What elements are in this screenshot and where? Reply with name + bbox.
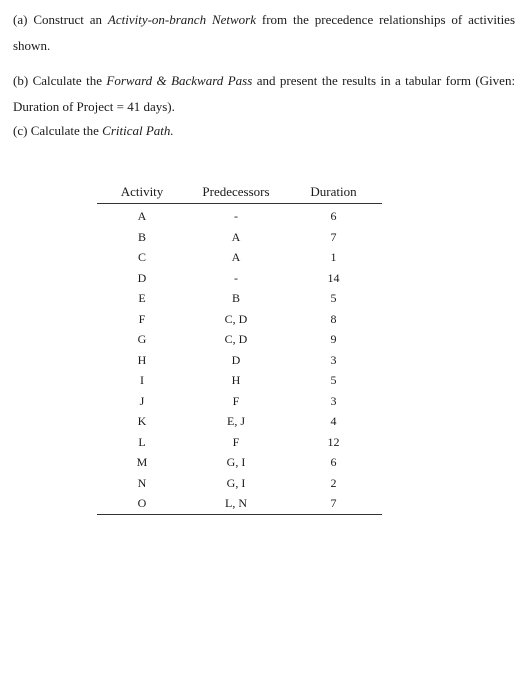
predecessors-cell: A: [231, 229, 241, 244]
predecessors-cell: L, N: [225, 496, 247, 510]
activity-cell: J: [139, 393, 145, 408]
question-emphasis: Activity-on-branch Network: [107, 12, 256, 27]
duration-cell: 6: [330, 209, 337, 223]
activity-cell: A: [137, 209, 147, 223]
activity-cell: H: [137, 352, 147, 367]
question-c: [13, 118, 515, 144]
question-text: Calculate the: [30, 123, 99, 138]
predecessors-cell: F: [232, 393, 240, 408]
predecessors-cell: D: [231, 352, 241, 367]
table-row: [97, 350, 382, 371]
duration-cell: 6: [330, 455, 337, 469]
duration-cell: 3: [330, 352, 337, 367]
question-a: [13, 7, 515, 59]
duration-cell: 7: [330, 496, 337, 510]
activity-cell: F: [138, 311, 146, 326]
duration-cell: 1: [330, 250, 337, 264]
question-emphasis: Forward & Backward Pass: [106, 73, 253, 88]
predecessors-cell: B: [231, 291, 240, 305]
table-row: [97, 247, 382, 268]
question-label: (b): [13, 73, 29, 88]
table-row: [97, 452, 382, 473]
question-label: (c): [13, 123, 28, 138]
question-emphasis: Critical Path.: [102, 123, 174, 138]
table-row: [97, 329, 382, 350]
table-row: [97, 268, 382, 289]
duration-cell: 4: [330, 414, 337, 428]
activity-table: [97, 181, 382, 515]
duration-cell: 8: [330, 311, 337, 326]
question-text: Construct an: [33, 12, 103, 27]
predecessors-cell: E, J: [227, 414, 245, 428]
table-header: [97, 181, 382, 204]
header-row: [97, 181, 382, 204]
duration-cell: 5: [330, 291, 337, 305]
table-row: [97, 391, 382, 412]
activity-cell: B: [137, 229, 146, 244]
table-row: [97, 288, 382, 309]
table-row: [97, 204, 382, 227]
table-row: [97, 473, 382, 494]
predecessors-cell: G, I: [226, 475, 246, 490]
column-header-activity: Activity: [97, 181, 187, 204]
activity-cell: M: [136, 455, 148, 469]
predecessors-cell: H: [231, 373, 241, 387]
predecessors-cell: A: [231, 250, 241, 264]
activity-cell: I: [140, 373, 144, 387]
question-text: and present the results in a tabular form (Given: Duration of Project = 41 days).: [13, 73, 516, 114]
table-row: [97, 432, 382, 453]
table-row: [97, 227, 382, 248]
table-row: [97, 370, 382, 391]
table-row: [97, 411, 382, 432]
duration-cell: 3: [330, 393, 337, 408]
activity-cell: D: [137, 270, 147, 285]
activity-cell: E: [138, 291, 146, 305]
duration-cell: 2: [330, 475, 337, 490]
question-text: from the precedence relationships of activities shown.: [13, 12, 516, 53]
question-text: Calculate the: [32, 73, 102, 88]
duration-cell: 7: [330, 229, 337, 244]
activity-cell: N: [137, 475, 147, 490]
table-row: [97, 309, 382, 330]
question-b: [13, 68, 515, 120]
duration-cell: 5: [330, 373, 337, 387]
activity-table-container: [97, 181, 382, 515]
question-label: (a): [13, 12, 28, 27]
activity-cell: G: [137, 332, 147, 346]
predecessors-cell: C, D: [224, 311, 248, 326]
predecessors-cell: -: [234, 270, 238, 285]
duration-cell: 14: [327, 270, 340, 285]
predecessors-cell: F: [232, 434, 240, 449]
activity-cell: O: [137, 496, 147, 510]
predecessors-cell: C, D: [224, 332, 248, 346]
predecessors-cell: -: [234, 209, 238, 223]
duration-cell: 9: [330, 332, 337, 346]
duration-cell: 12: [327, 434, 340, 449]
column-header-duration: Duration: [285, 181, 382, 204]
activity-cell: C: [137, 250, 146, 264]
table-row: [97, 493, 382, 514]
table-body: [97, 204, 382, 515]
column-header-predecessors: Predecessors: [187, 181, 285, 204]
activity-cell: K: [137, 414, 147, 428]
activity-cell: L: [138, 434, 146, 449]
predecessors-cell: G, I: [226, 455, 246, 469]
